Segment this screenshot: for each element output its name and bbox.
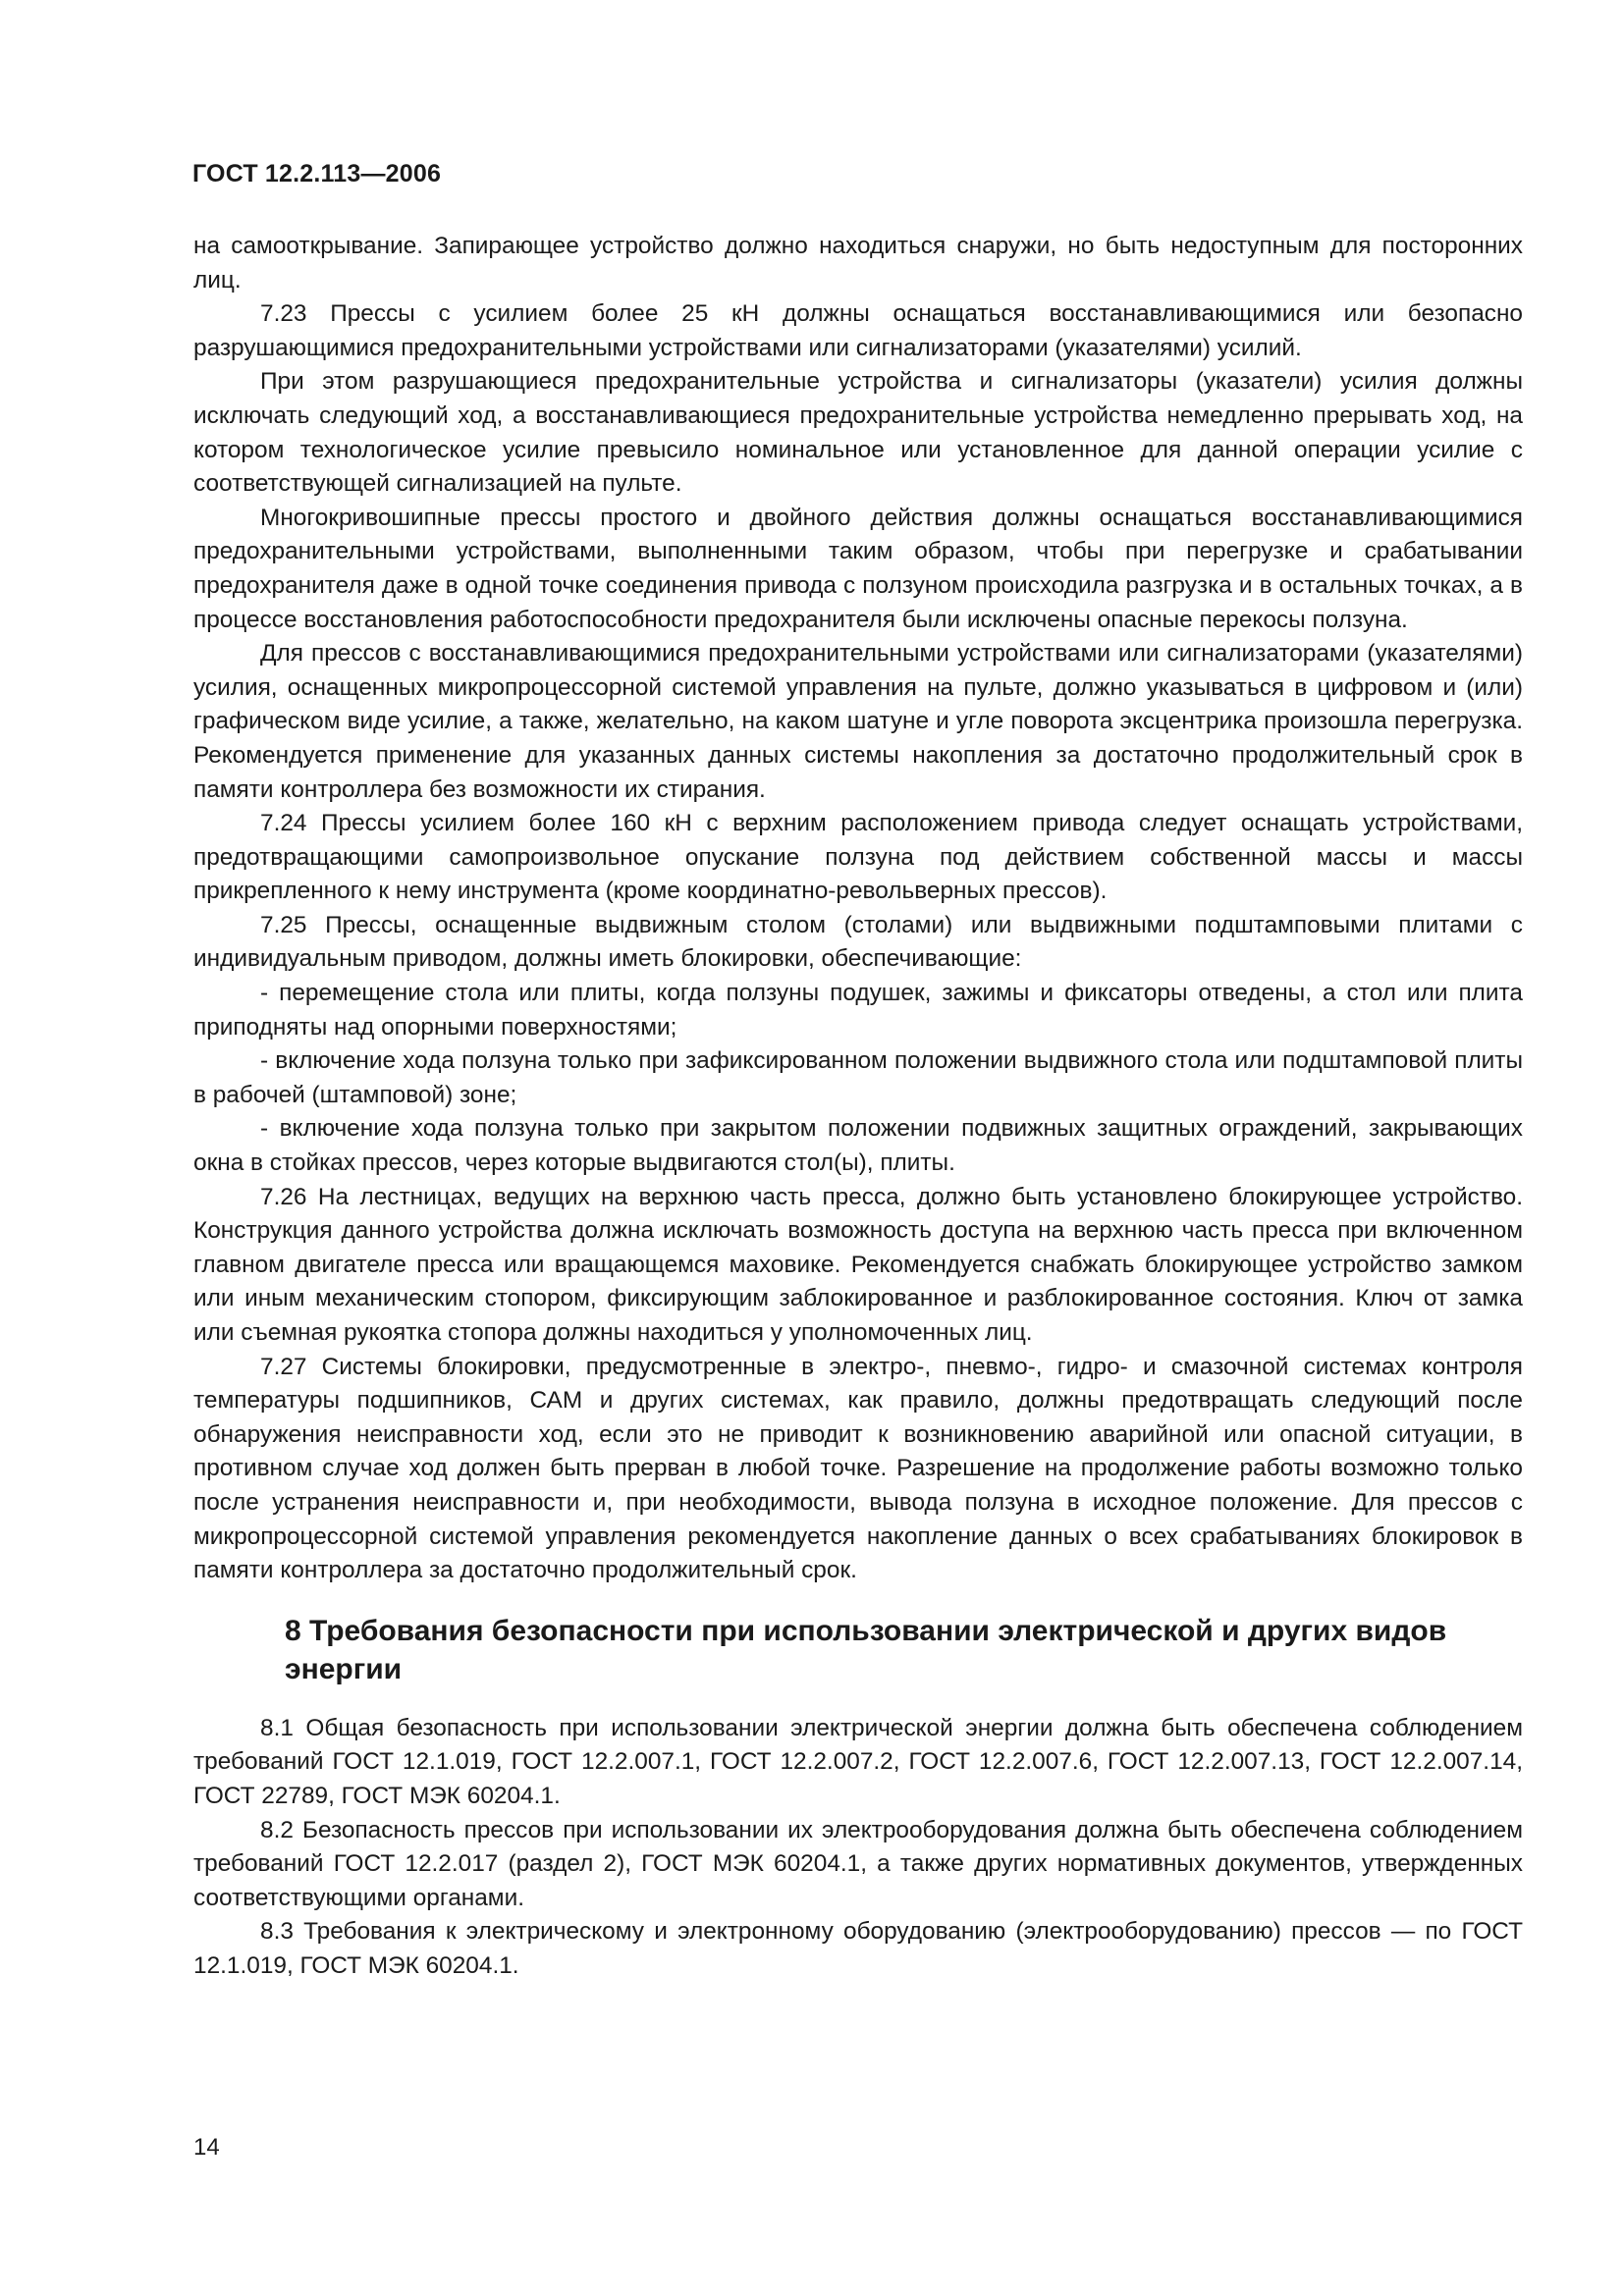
paragraph: 7.25 Прессы, оснащенные выдвижным столом (столами) или выдвижными подштамповыми плитами с индивидуальным приводом, должны иметь блокировки, обеспечивающие: <box>193 911 1523 973</box>
paragraph: 7.27 Системы блокировки, предусмотренные в электро-, пневмо-, гидро- и смазочной системах контроля температуры подшипников, САМ и других системах, как правило, должны предотвращать следующий после обнаружения неисправности ход, если это не приводит к возникновению аварийной или опасной ситуации, в противном случае ход должен быть прерван в любой точке. Разрешение на продолжение работы возможно только после устранения неисправности и, при необходимости, вывода ползуна в исходное положение. Для прессов с микропроцессорной системой управления рекомендуется накопление данных о всех срабатываниях блокировок в памяти контроллера за достаточно продолжительный срок. <box>193 1353 1523 1584</box>
paragraph: 8.3 Требования к электрическому и электронному оборудованию (электрооборудованию) прессов — по ГОСТ 12.1.019, ГОСТ МЭК 60204.1. <box>193 1918 1523 1979</box>
paragraphs-after-section <box>193 1712 1523 1984</box>
document-code-header: ГОСТ 12.2.113—2006 <box>192 160 442 187</box>
page-number: 14 <box>193 2134 220 2161</box>
paragraph: При этом разрушающиеся предохранительные устройства и сигнализаторы (указатели) усилия должны исключать следующий ход, а восстанавливающиеся предохранительные устройства немедленно прерывать ход, на котором технологическое усилие превысило номинальное или установленное для данной операции усилие с соответствующей сигнализацией на пульте. <box>193 368 1523 498</box>
paragraph: - перемещение стола или плиты, когда ползуны подушек, зажимы и фиксаторы отведены, а стол или плита приподняты над опорными поверхностями; <box>193 980 1523 1041</box>
paragraph: 7.26 На лестницах, ведущих на верхнюю часть пресса, должно быть установлено блокирующее устройство. Конструкция данного устройства должна исключать возможность доступа на верхнюю часть пресса при включенном главном двигателе пресса или вращающемся маховике. Рекомендуется снабжать блокирующее устройство замком или иным механическим стопором, фиксирующим заблокированное и разблокированное состояния. Ключ от замка или съемная рукоятка стопора должны находиться у уполномоченных лиц. <box>193 1183 1523 1346</box>
paragraph: на самооткрывание. Запирающее устройство должно находиться снаружи, но быть недоступным для посторонних лиц. <box>193 233 1523 294</box>
paragraph: 7.23 Прессы с усилием более 25 кН должны оснащаться восстанавливающимися или безопасно разрушающимися предохранительными устройствами или сигнализаторами (указателями) усилий. <box>193 300 1523 361</box>
paragraph: 8.2 Безопасность прессов при использовании их электрооборудования должна быть обеспечена соблюдением требований ГОСТ 12.2.017 (раздел 2), ГОСТ МЭК 60204.1, а также других нормативных документов, утвержденных соответствующими органами. <box>193 1816 1523 1911</box>
paragraph: Многокривошипные прессы простого и двойного действия должны оснащаться восстанавливающимися предохранительными устройствами, выполненными таким образом, чтобы при перегрузке и срабатывании предохранителя даже в одной точке соединения привода с ползуном происходила разгрузка и в остальных точках, а в процессе восстановления работоспособности предохранителя были исключены опасные перекосы ползуна. <box>193 504 1523 633</box>
paragraph: Для прессов с восстанавливающимися предохранительными устройствами или сигнализаторами (указателями) усилия, оснащенных микропроцессорной системой управления на пульте, должно указываться в цифровом и (или) графическом виде усилие, а также, желательно, на каком шатуне и угле поворота эксцентрика произошла перегрузка. Рекомендуется применение для указанных данных системы накопления за достаточно продолжительный срок в памяти контроллера без возможности их стирания. <box>193 640 1523 803</box>
paragraph: 8.1 Общая безопасность при использовании электрической энергии должна быть обеспечена соблюдением требований ГОСТ 12.1.019, ГОСТ 12.2.007.1, ГОСТ 12.2.007.2, ГОСТ 12.2.007.6, ГОСТ 12.2.007.13, ГОСТ 12.2.007.14, ГОСТ 22789, ГОСТ МЭК 60204.1. <box>193 1714 1523 1809</box>
paragraph: 7.24 Прессы усилием более 160 кН с верхним расположением привода следует оснащать устройствами, предотвращающими самопроизвольное опускание ползуна под действием собственной массы и массы прикрепленного к нему инструмента (кроме координатно-револьверных прессов). <box>193 810 1523 905</box>
page-body <box>193 230 1523 1984</box>
paragraphs-before-section <box>193 230 1523 1588</box>
section-title: 8 Требования безопасности при использовании электрической и других видов энергии <box>285 1614 1447 1685</box>
paragraph: - включение хода ползуна только при закрытом положении подвижных защитных ограждений, закрывающих окна в стойках прессов, через которые выдвигаются стол(ы), плиты. <box>193 1115 1523 1177</box>
paragraph: - включение хода ползуна только при зафиксированном положении выдвижного стола или подштамповой плиты в рабочей (штамповой) зоне; <box>193 1047 1523 1108</box>
